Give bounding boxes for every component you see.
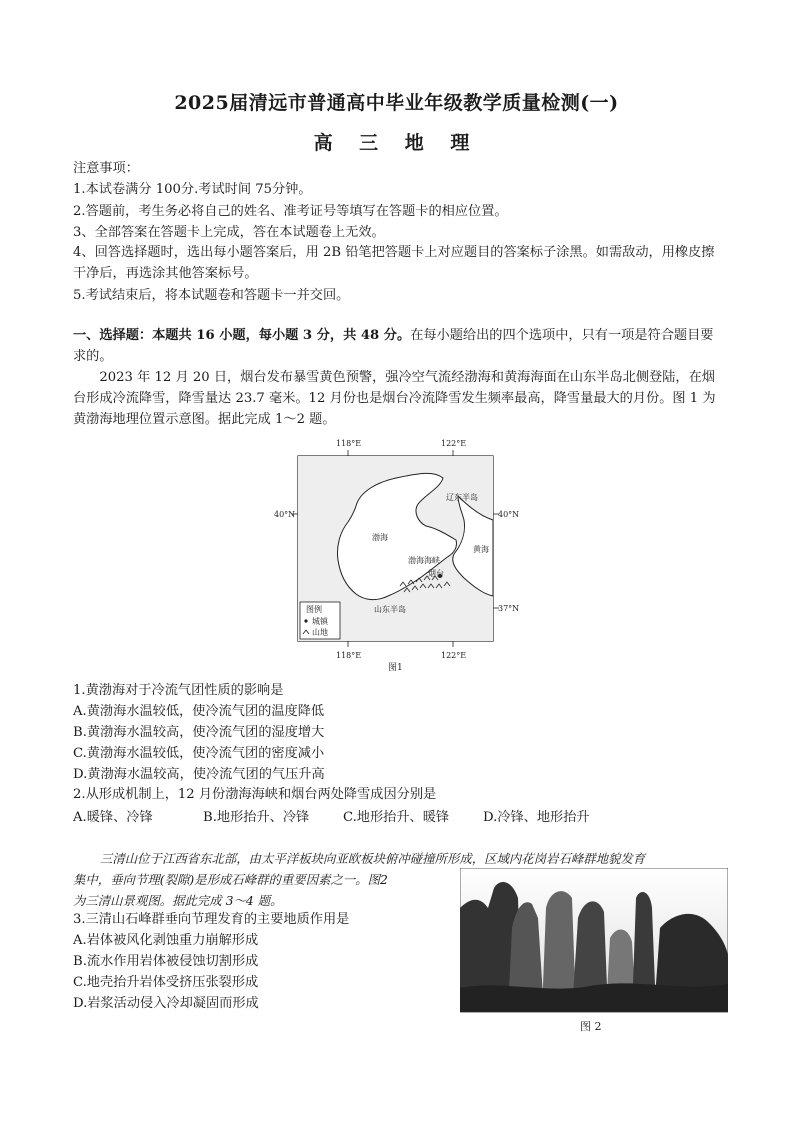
legend-mountain-label: 山地	[312, 628, 328, 637]
q2-option-d: D.冷锋、地形抬升	[483, 810, 590, 825]
exam-title: 2025届清远市普通高中毕业年级教学质量检测(一)	[174, 92, 619, 114]
legend-city-label: 城镇	[312, 617, 328, 626]
q3-option-a: A.岩体被风化剥蚀重力崩解形成	[73, 933, 259, 948]
passage-1: 2023 年 12 月 20 日，烟台发布暴雪黄色预警，强冷空气流经渤海和黄海海面在山东半岛北侧登陆，在烟台形成冷流降雪，降雪量达 23.7 毫米。12 月份也是烟台冷流降雪发生频率最高，降雪量最大的月份。图 1 为黄渤海地理位置示意图。据此完成 1～2 题。	[73, 370, 716, 427]
section-heading-bold: 一、选择题：本题共 16 小题，每小题 3 分，共 48 分。	[73, 328, 411, 343]
section-heading-rest: 在每小题给出的四个选项中，只有一项是符合题目要求的。	[73, 328, 714, 364]
q3-stem: 3.三清山石峰群垂向节理发育的主要地质作用是	[73, 912, 350, 927]
q1-option-d: D.黄渤海水温较高，使冷流气团的气压升高	[73, 767, 325, 782]
q2-option-b: B.地形抬升、冷锋	[203, 810, 310, 825]
legend-city-dot	[304, 619, 307, 622]
q2-stem: 2.从形成机制上，12 月份渤海海峡和烟台两处降雪成因分别是	[73, 787, 437, 802]
map-lon-top-left: 118°E	[336, 439, 362, 448]
map-caption: 图1	[388, 663, 403, 673]
q3-option-c: C.地壳抬升岩体受挤压张裂形成	[73, 975, 259, 990]
q2-option-c: C.地形抬升、暖锋	[343, 810, 450, 825]
notice-item-2: 2.答题前，考生务必将自己的姓名、准考证号等填写在答题卡的相应位置。	[73, 204, 508, 219]
section-heading	[73, 325, 723, 367]
map-label-liaodong: 辽东半岛	[446, 493, 478, 502]
q3-option-b: B.流水作用岩体被侵蚀切割形成	[73, 954, 259, 969]
q1-option-c: C.黄渤海水温较低，使冷流气团的密度减小	[73, 746, 325, 761]
passage-2-line-1: 三清山位于江西省东北部，由太平洋板块向亚欧板块俯冲碰撞所形成，区域内花岗岩石峰群地貌发育	[100, 851, 646, 866]
map-label-bohai: 渤海	[372, 533, 388, 542]
passage-2-line-3: 为三清山景观图。据此完成 3～4 题。	[73, 893, 283, 908]
map-lon-bottom-right: 122°E	[441, 651, 467, 660]
notice-item-1: 1.本试卷满分 100分.考试时间 75分钟。	[73, 182, 312, 197]
map-label-shandong: 山东半岛	[374, 605, 406, 614]
photo-caption: 图 2	[580, 1020, 602, 1033]
q2-options	[73, 806, 723, 825]
map-lat-40-right: 40°N	[498, 510, 520, 519]
bohai-map-figure	[268, 436, 528, 676]
exam-subject: 高 三 地 理	[313, 132, 480, 154]
notice-item-3: 3、全部答案在答题卡上完成，答在本试题卷上无效。	[73, 225, 385, 240]
map-lon-bottom-left: 118°E	[336, 651, 362, 660]
map-lat-40-left: 40°N	[274, 510, 296, 519]
q1-stem: 1.黄渤海对于冷流气团性质的影响是	[73, 683, 284, 698]
notice-item-4: 4、回答选择题时，选出每小题答案后，用 2B 铅笔把答题卡上对应题目的答案标子涂黑。如需敌动，用橡皮擦干净后，再选涂其他答案标号。	[73, 245, 715, 281]
q1-option-b: B.黄渤海水温较高，使冷流气团的湿度增大	[73, 725, 325, 740]
sanqingshan-photo	[460, 868, 728, 1036]
notice-heading: 注意事项：	[73, 161, 139, 176]
map-label-strait: 渤海海峡	[408, 556, 440, 565]
q1-option-a: A.黄渤海水温较低，使冷流气团的温度降低	[73, 704, 325, 719]
passage-2-line-2: 集中，垂向节理(裂隙)是形成石峰群的重要因素之一。图2	[73, 872, 388, 887]
map-label-huanghai: 黄海	[473, 545, 489, 554]
map-lon-top-right: 122°E	[441, 439, 467, 448]
map-label-yantai: 烟台	[428, 569, 444, 578]
map-lat-37-right: 37°N	[498, 604, 520, 613]
notice-item-5: 5.考试结束后，将本试题卷和答题卡一并交回。	[73, 288, 350, 303]
q3-option-d: D.岩浆活动侵入冷却凝固而形成	[73, 996, 259, 1011]
legend-title: 图例	[306, 605, 322, 614]
q2-option-a: A.暖锋、冷锋	[73, 810, 153, 825]
